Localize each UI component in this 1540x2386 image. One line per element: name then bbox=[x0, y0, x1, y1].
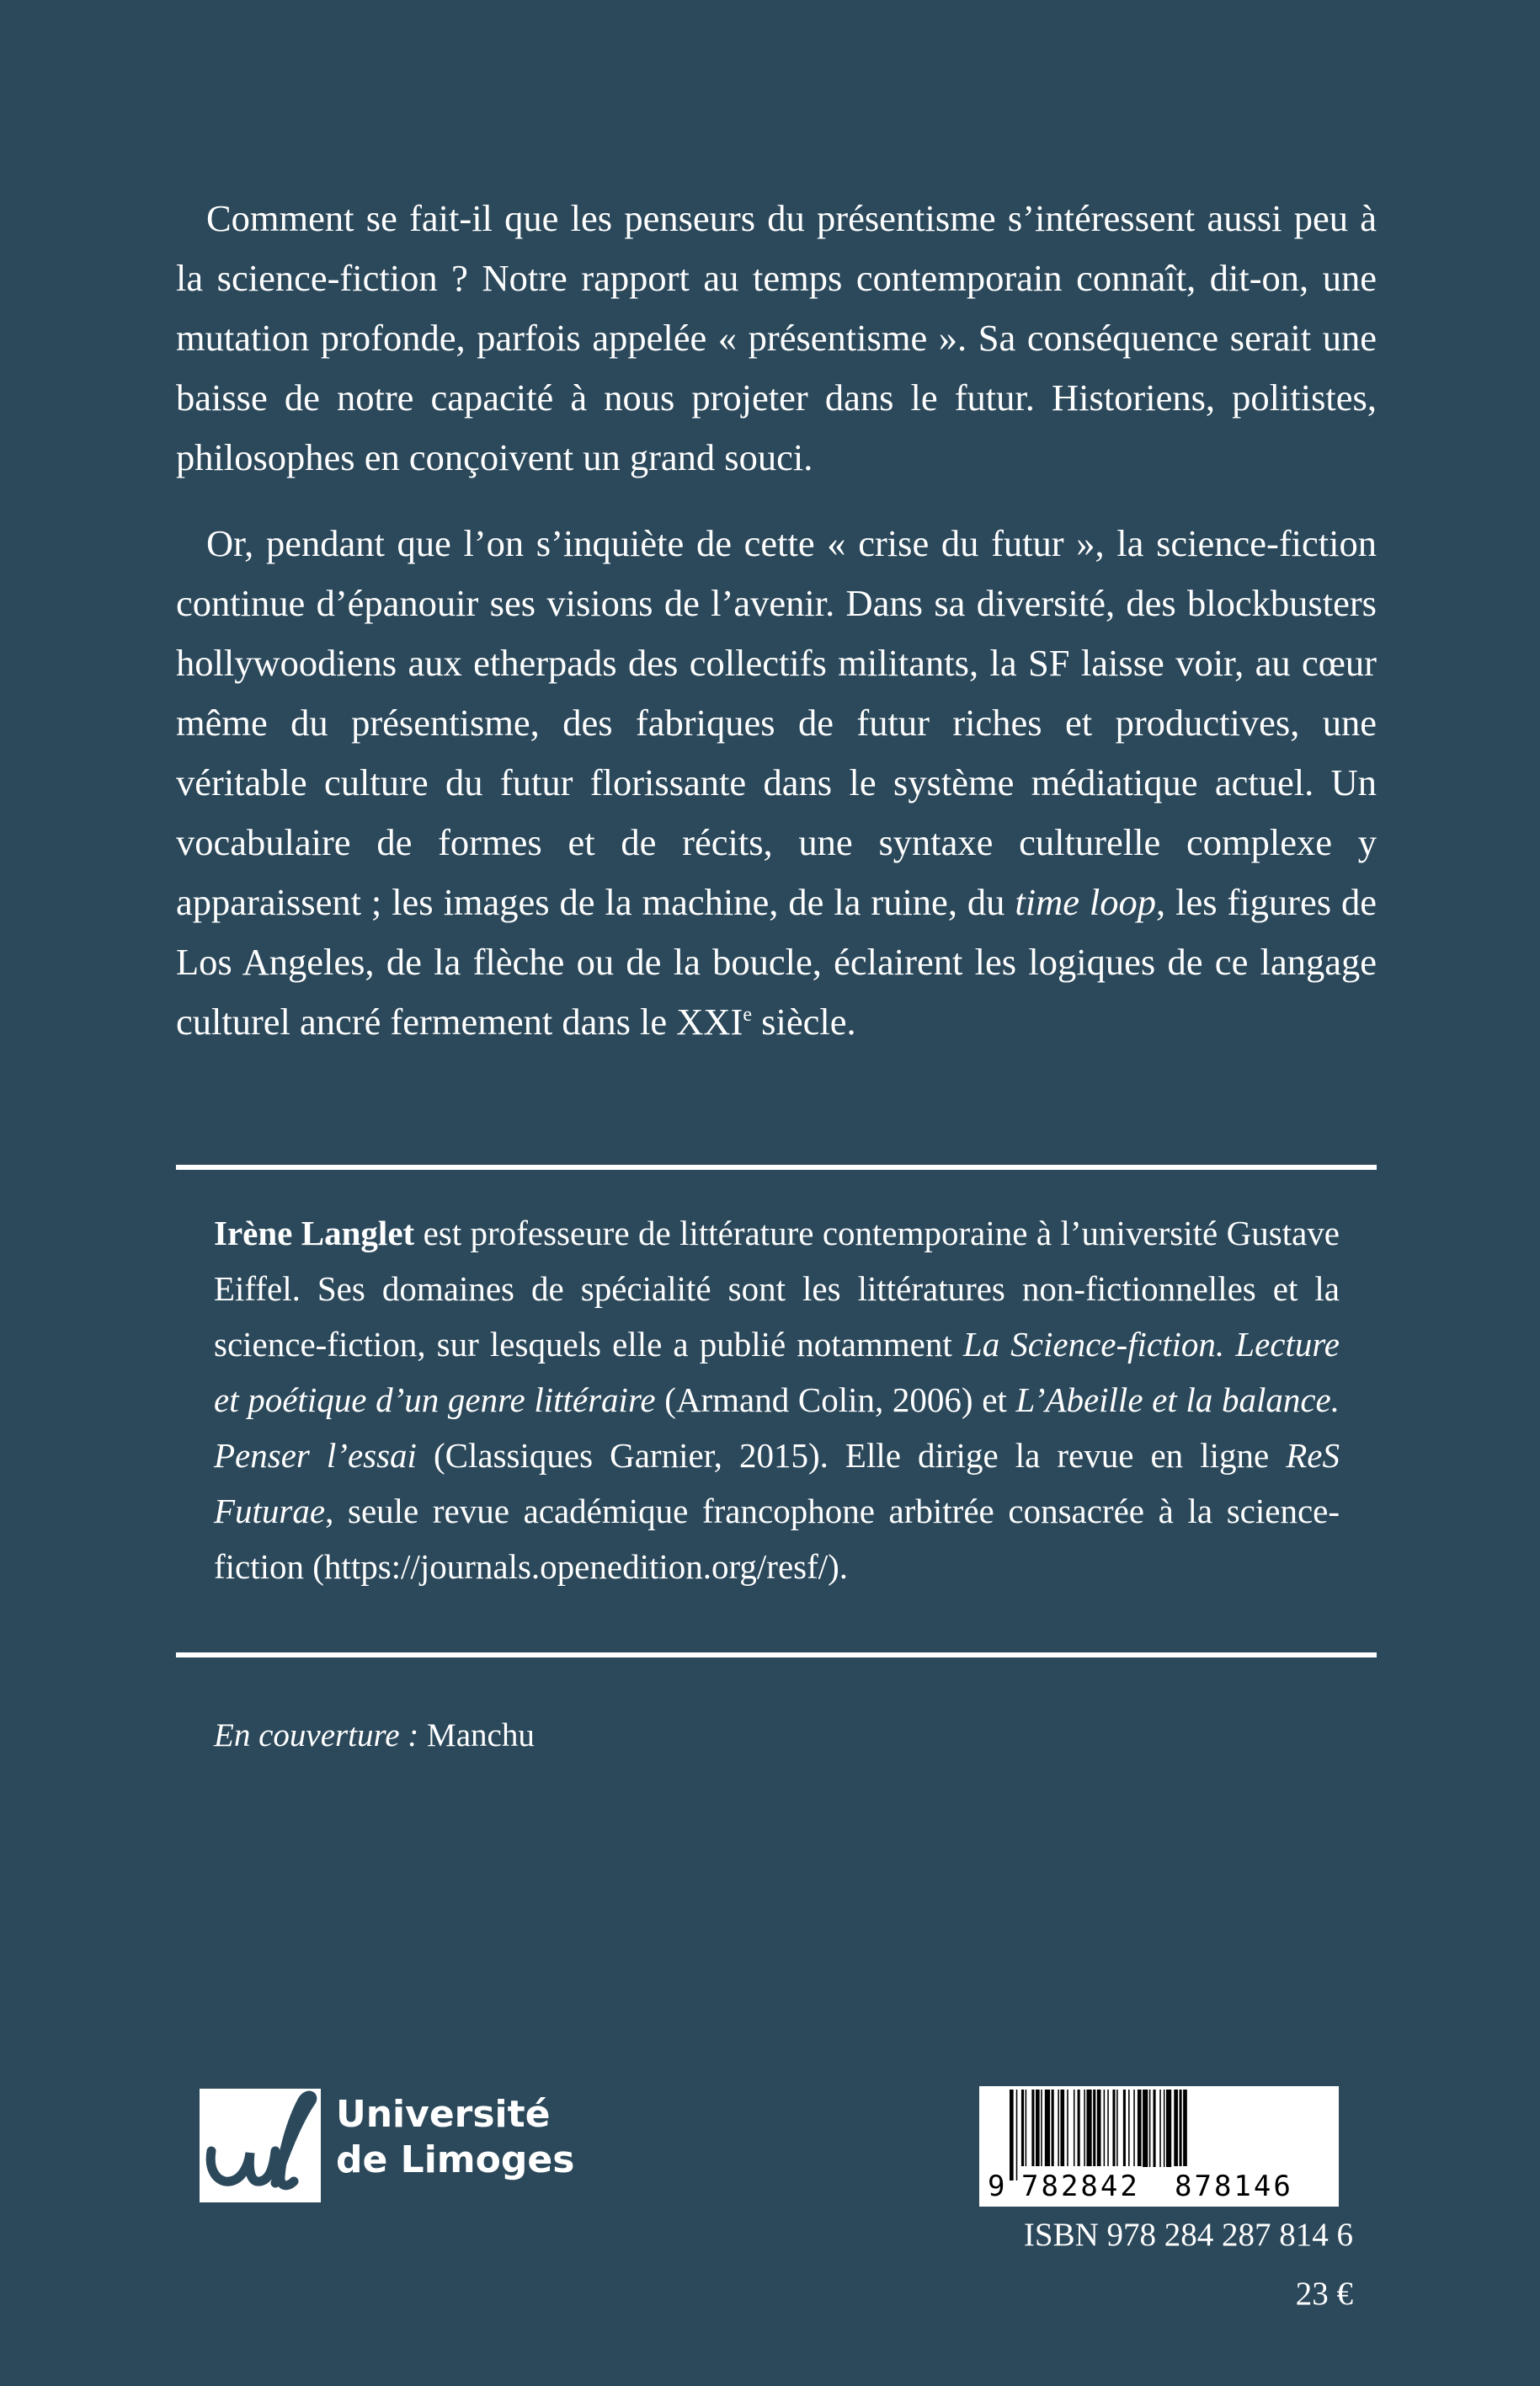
cover-credit-label: En couverture : bbox=[214, 1717, 419, 1753]
bio-text-4: , seule revue académique francophone arbitrée consacrée à la science-fiction (https://journals.openedition.org/resf/). bbox=[214, 1492, 1340, 1586]
barcode-bar bbox=[1031, 2090, 1034, 2167]
summary-paragraph-2 bbox=[176, 514, 1377, 1052]
book-title-2: L’Abeille et la balance. Penser l’essai bbox=[214, 1380, 1340, 1475]
barcode-bar bbox=[1026, 2090, 1027, 2167]
ul-monogram-icon bbox=[200, 2089, 321, 2202]
author-bio-paragraph bbox=[214, 1205, 1340, 1594]
isbn-number: ISBN 978 284 287 814 6 bbox=[1023, 2217, 1353, 2253]
barcode-bar bbox=[1086, 2090, 1091, 2167]
barcode-bar bbox=[1074, 2090, 1075, 2167]
barcode-bar bbox=[1093, 2090, 1095, 2167]
barcode-bar bbox=[1180, 2090, 1182, 2167]
barcode-bar bbox=[1164, 2090, 1165, 2167]
summary-paragraph-1: Comment se fait-il que les penseurs du présentisme s’intéressent aussi peu à la science-fiction ? Notre rapport au temps contemporain connaît, dit-on, une mutation profonde, parfois appelée « présentisme ». Sa conséquence serait une baisse de notre capacité à nous projeter dans le futur. Historiens, politistes, philosophes en conçoivent un grand souci. bbox=[176, 197, 1377, 478]
century-superscript: e bbox=[743, 1004, 753, 1027]
isbn-barcode bbox=[979, 2086, 1339, 2207]
barcode-group-2: 878146 bbox=[1173, 2166, 1295, 2207]
barcode-bar bbox=[1052, 2090, 1054, 2167]
barcode-bar bbox=[1183, 2090, 1187, 2167]
barcode-bar bbox=[1154, 2090, 1156, 2167]
barcode-bar bbox=[1084, 2090, 1085, 2167]
barcode-bar bbox=[1021, 2090, 1024, 2167]
author-bio bbox=[214, 1205, 1340, 1594]
barcode-group-1: 782842 bbox=[1020, 2166, 1142, 2207]
barcode-bar bbox=[1036, 2090, 1040, 2167]
university-logo bbox=[200, 2089, 578, 2202]
barcode-bar bbox=[1116, 2090, 1118, 2167]
summary-paragraph-2-part-2: , les figures de Los Angeles, de la flèche ou de la boucle, éclairent les logiques de ce langage culturel ancré fermement dans le XXI bbox=[176, 881, 1377, 1043]
barcode-bar bbox=[1067, 2090, 1068, 2167]
price: 23 € bbox=[1295, 2276, 1353, 2312]
barcode-digits bbox=[979, 2166, 1339, 2207]
barcode-bar bbox=[1159, 2090, 1161, 2167]
book-title-1: La Science-fiction. Lecture et poétique d’un genre littéraire bbox=[214, 1325, 1340, 1419]
barcode-bar bbox=[1174, 2090, 1178, 2167]
barcode-bar bbox=[1060, 2090, 1064, 2167]
bio-text-3: (Classiques Garnier, 2015). Elle dirige la revue en ligne bbox=[416, 1436, 1287, 1475]
bio-text-2: (Armand Colin, 2006) et bbox=[655, 1380, 1016, 1419]
barcode-lead-digit: 9 bbox=[988, 2170, 1008, 2203]
time-loop-term: time loop bbox=[1015, 881, 1157, 923]
ul-monogram-graphic bbox=[200, 2089, 321, 2202]
barcode-bar bbox=[1143, 2090, 1148, 2167]
author-name: Irène Langlet bbox=[214, 1214, 415, 1252]
barcode-bar bbox=[1041, 2090, 1042, 2167]
barcode-bar bbox=[1078, 2090, 1080, 2167]
barcode-bar bbox=[1045, 2090, 1050, 2167]
university-name-line-2: de Limoges bbox=[336, 2138, 575, 2181]
top-divider bbox=[176, 1165, 1377, 1170]
bio-text-1: est professeure de littérature contemporaine à l’université Gustave Eiffel. Ses domaines de spécialité sont les littératures non-fictionnelles et la science-fiction, sur lesquels elle a publié notamment bbox=[214, 1214, 1340, 1364]
barcode-bar bbox=[1097, 2090, 1101, 2167]
barcode-bar bbox=[1058, 2090, 1059, 2167]
summary-text bbox=[176, 189, 1377, 1052]
barcode-bar bbox=[1104, 2090, 1106, 2167]
barcode-bar bbox=[1138, 2090, 1142, 2167]
barcode-bar bbox=[1123, 2090, 1126, 2167]
barcode-bar bbox=[1149, 2090, 1151, 2167]
university-name-line-1: Université bbox=[336, 2093, 551, 2136]
barcode-bar bbox=[1112, 2090, 1115, 2167]
barcode-bar bbox=[1166, 2090, 1171, 2167]
bottom-divider bbox=[176, 1652, 1377, 1657]
university-name bbox=[336, 2092, 574, 2183]
cover-credit-value: Manchu bbox=[427, 1717, 535, 1753]
summary-paragraph-2-part-1: Or, pendant que l’on s’inquiète de cette « crise du futur », la science-fiction continue d’épanouir ses visions de l’avenir. Dans sa diversité, des blockbusters hollywoodiens aux etherpads des collectifs militants, la SF laisse voir, au cœur même du présentisme, des fabriques de futur riches et productives, une véritable culture du futur florissante dans le système médiatique actuel. Un vocabulaire de formes et de récits, une syntaxe culturelle complexe y apparaissent ; les images de la machine, de la ruine, du bbox=[176, 522, 1377, 923]
summary-paragraph-2-part-3: siècle. bbox=[752, 1001, 856, 1043]
barcode-bar bbox=[1107, 2090, 1109, 2167]
journal-title: ReS Futurae bbox=[214, 1436, 1340, 1530]
cover-credit bbox=[214, 1714, 535, 1758]
